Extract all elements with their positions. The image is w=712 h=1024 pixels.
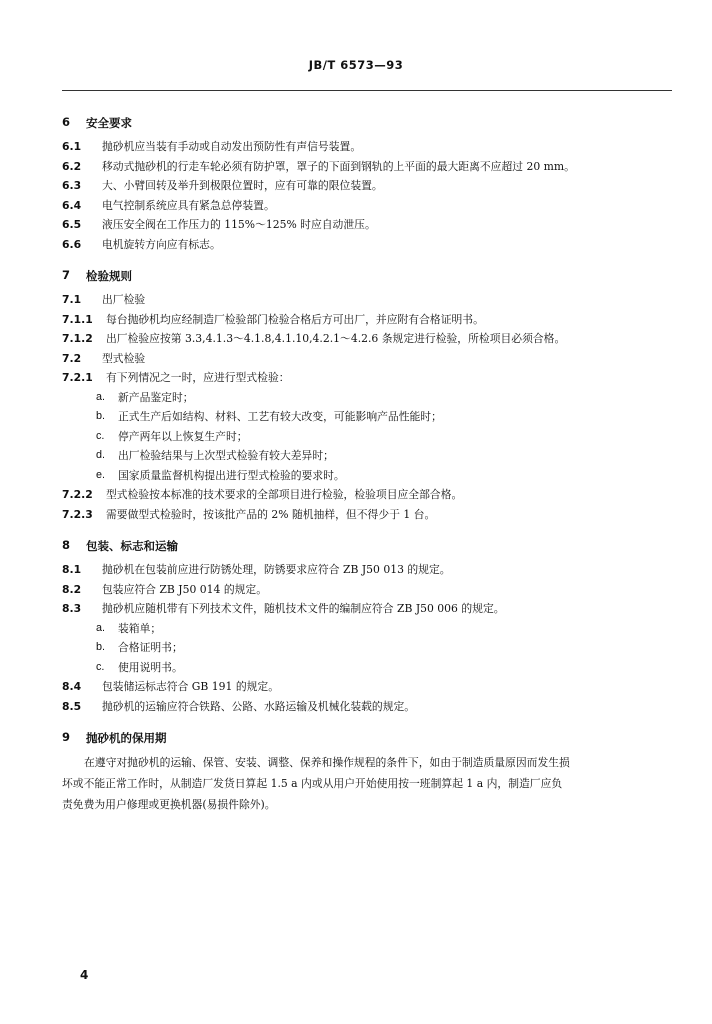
clause-number: 8.4 bbox=[62, 680, 82, 693]
list-text: 合格证明书； bbox=[118, 641, 183, 654]
list-text: 出厂检验结果与上次型式检验有较大差异时； bbox=[118, 449, 334, 462]
clause-text: 需要做型式检验时，按该批产品的 2% 随机抽样，但不得少于 1 台。 bbox=[106, 507, 436, 521]
list-marker: a. bbox=[96, 621, 106, 634]
list-item bbox=[62, 427, 672, 447]
clause-7-2-1 bbox=[62, 368, 672, 388]
clause-number: 7.1.2 bbox=[62, 332, 93, 345]
clause-8-3 bbox=[62, 599, 672, 619]
clause-number: 6.6 bbox=[62, 237, 82, 251]
clause-8-2 bbox=[62, 580, 672, 600]
list-text: 停产两年以上恢复生产时； bbox=[118, 429, 248, 443]
clause-text: 型式检验按本标准的技术要求的全部项目进行检验，检验项目应全部合格。 bbox=[106, 488, 463, 501]
section-title: 检验规则 bbox=[86, 269, 132, 283]
section-8-heading bbox=[62, 538, 672, 554]
clause-number: 7.2.2 bbox=[62, 488, 93, 501]
clause-7-1-2 bbox=[62, 329, 672, 349]
clause-text: 抛砂机的运输应符合铁路、公路、水路运输及机械化装载的规定。 bbox=[102, 699, 416, 713]
clause-number: 6.4 bbox=[62, 198, 82, 212]
clause-number: 7.2 bbox=[62, 351, 82, 365]
section-6-heading bbox=[62, 115, 672, 131]
list-item bbox=[62, 638, 672, 658]
clause-6-4 bbox=[62, 196, 672, 216]
section-title: 抛砂机的保用期 bbox=[86, 731, 167, 745]
clause-number: 6.3 bbox=[62, 179, 82, 192]
clause-text: 液压安全阀在工作压力的 115%～125% 时应自动泄压。 bbox=[102, 218, 376, 231]
clause-text: 包装应符合 ZB J50 014 的规定。 bbox=[102, 582, 268, 596]
list-marker: c. bbox=[96, 660, 105, 673]
list-text: 使用说明书。 bbox=[118, 660, 183, 674]
clause-8-4 bbox=[62, 677, 672, 697]
clause-text: 电机旋转方向应有标志。 bbox=[102, 237, 221, 251]
clause-text: 移动式抛砂机的行走车轮必须有防护罩，罩子的下面到钢轨的上平面的最大距离不应超过 20 mm。 bbox=[102, 159, 575, 173]
clause-6-1 bbox=[62, 137, 672, 157]
list-item bbox=[62, 446, 672, 466]
list-text: 新产品鉴定时； bbox=[118, 390, 194, 404]
clause-7-1 bbox=[62, 290, 672, 310]
clause-number: 6.2 bbox=[62, 159, 82, 173]
clause-6-5 bbox=[62, 215, 672, 235]
clause-6-6 bbox=[62, 235, 672, 255]
list-text: 装箱单； bbox=[118, 621, 162, 635]
clause-number: 6.5 bbox=[62, 218, 82, 231]
list-marker: c. bbox=[96, 429, 105, 442]
section-number: 6 bbox=[62, 115, 71, 129]
list-marker: e. bbox=[96, 468, 106, 481]
list-item bbox=[62, 658, 672, 678]
section-number: 9 bbox=[62, 730, 71, 744]
clause-7-2-3 bbox=[62, 505, 672, 525]
header-rule bbox=[62, 90, 672, 91]
section-title: 包装、标志和运输 bbox=[86, 539, 178, 553]
clause-text: 型式检验 bbox=[102, 351, 146, 365]
document-body bbox=[62, 107, 672, 815]
clause-number: 7.2.1 bbox=[62, 371, 93, 384]
clause-text: 抛砂机应当装有手动或自动发出预防性有声信号装置。 bbox=[102, 140, 362, 153]
clause-text: 有下列情况之一时，应进行型式检验： bbox=[106, 371, 290, 384]
clause-6-3 bbox=[62, 176, 672, 196]
list-item bbox=[62, 407, 672, 427]
clause-text: 抛砂机在包装前应进行防锈处理，防锈要求应符合 ZB J50 013 的规定。 bbox=[102, 563, 451, 576]
warranty-paragraph bbox=[62, 752, 672, 815]
page-number: 4 bbox=[80, 968, 89, 982]
list-marker: d. bbox=[96, 449, 106, 461]
list-marker: a. bbox=[96, 390, 106, 403]
clause-text: 出厂检验应按第 3.3,4.1.3～4.1.8,4.1.10,4.2.1～4.2.6 条规定进行检验，所检项目必须合格。 bbox=[106, 332, 566, 345]
clause-number: 8.2 bbox=[62, 582, 82, 596]
clause-8-1 bbox=[62, 560, 672, 580]
clause-7-2 bbox=[62, 349, 672, 369]
section-9-heading bbox=[62, 730, 672, 746]
list-item bbox=[62, 466, 672, 486]
clause-number: 7.2.3 bbox=[62, 507, 93, 521]
clause-number: 7.1 bbox=[62, 293, 82, 306]
list-text: 正式生产后如结构、材料、工艺有较大改变，可能影响产品性能时； bbox=[118, 410, 442, 423]
section-7-heading bbox=[62, 268, 672, 284]
clause-text: 抛砂机应随机带有下列技术文件，随机技术文件的编制应符合 ZB J50 006 的规定。 bbox=[102, 602, 505, 615]
clause-number: 8.1 bbox=[62, 563, 82, 576]
clause-7-2-2 bbox=[62, 485, 672, 505]
list-marker: b. bbox=[96, 641, 106, 653]
list-text: 国家质量监督机构提出进行型式检验的要求时。 bbox=[118, 468, 345, 482]
paragraph-line: 在遵守对抛砂机的运输、保管、安装、调整、保养和操作规程的条件下，如由于制造质量原因而发生损 bbox=[84, 756, 570, 769]
section-number: 8 bbox=[62, 538, 71, 552]
list-item bbox=[62, 619, 672, 639]
clause-number: 7.1.1 bbox=[62, 312, 93, 326]
clause-number: 8.3 bbox=[62, 602, 82, 615]
clause-8-5 bbox=[62, 697, 672, 717]
clause-text: 电气控制系统应具有紧急总停装置。 bbox=[102, 198, 275, 212]
clause-text: 包装储运标志符合 GB 191 的规定。 bbox=[102, 680, 280, 693]
paragraph-line: 坏或不能正常工作时，从制造厂发货日算起 1.5 a 内或从用户开始使用按一班制算起 1 a 内，制造厂应负 bbox=[62, 777, 563, 790]
clause-7-1-1 bbox=[62, 310, 672, 330]
clause-6-2 bbox=[62, 157, 672, 177]
list-item bbox=[62, 388, 672, 408]
list-marker: b. bbox=[96, 410, 106, 422]
clause-text: 大、小臂回转及举升到极限位置时，应有可靠的限位装置。 bbox=[102, 179, 383, 192]
section-number: 7 bbox=[62, 268, 71, 282]
clause-text: 每台抛砂机均应经制造厂检验部门检验合格后方可出厂，并应附有合格证明书。 bbox=[106, 312, 484, 326]
clause-number: 6.1 bbox=[62, 140, 82, 153]
clause-text: 出厂检验 bbox=[102, 293, 146, 306]
clause-number: 8.5 bbox=[62, 699, 82, 713]
standard-code-header: JB/T 6573—93 bbox=[308, 58, 404, 72]
paragraph-line: 责免费为用户修理或更换机器(易损件除外)。 bbox=[62, 798, 276, 811]
section-title: 安全要求 bbox=[86, 116, 132, 130]
